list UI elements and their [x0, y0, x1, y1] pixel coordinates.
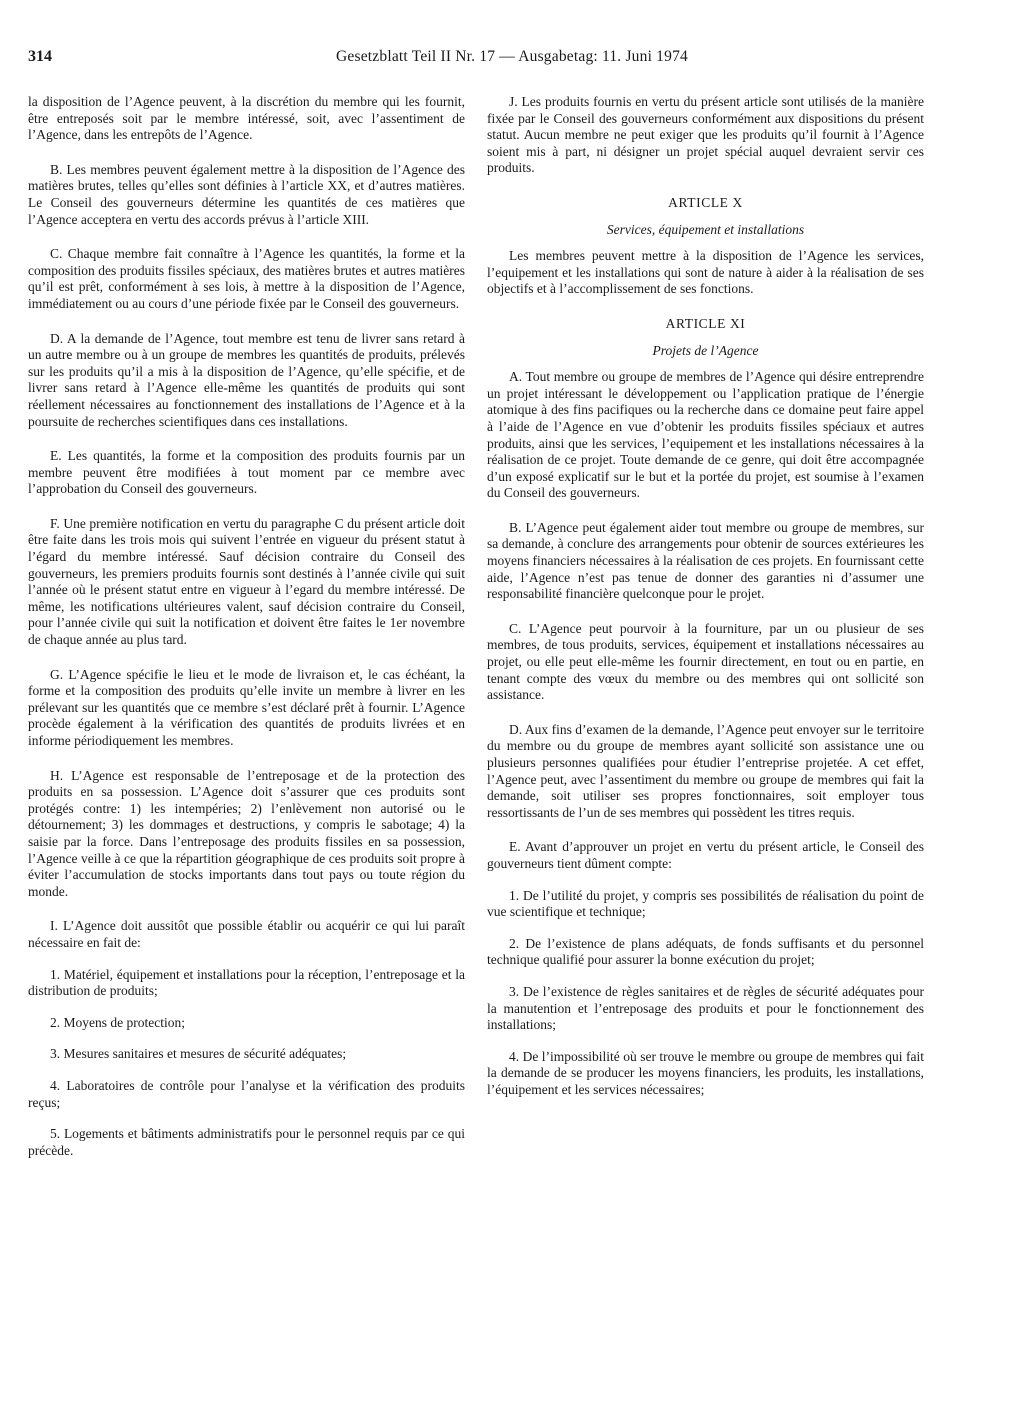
right-column — [487, 94, 924, 1114]
header-title: Gesetzblatt Teil II Nr. 17 — Ausgabetag: 11. Juni 1974 — [336, 48, 688, 65]
list-item-3: 3. Mesures sanitaires et mesures de sécurité adéquates; — [50, 1046, 347, 1062]
criteria-item-1: 1. De l’utilité du projet, y compris ses possibilités de réalisation du point de vue scientifique et technique; — [487, 887, 924, 920]
criteria-item-4: 4. De l’impossibilité où ser trouve le membre ou groupe de membres qui fait la demande de se producer les moyens financiers, les produits, les installations, l’équipement et les services nécessaires; — [487, 1048, 924, 1097]
paragraph-b-right: B. L’Agence peut également aider tout membre ou groupe de membres, sur sa demande, à conclure des arrangements pour obtenir de sources extérieures les moyens financiers nécessaires à la réalisation de ces projets. En fournissant cette aide, l’Agence n’est pas tenue de donner des garanties ni d’assumer une responsabilité financière quelconque pour le projet. — [487, 519, 924, 602]
paragraph-d: D. A la demande de l’Agence, tout membre est tenu de livrer sans retard à un autre membre ou à un groupe de membres les quantités de produits, prélevés sur les produits qu’il a mis à la disposition de l’Agence, qu’elle spécifie, et de livrer sans retard à l’Agence elle-même les quantités de produits qui sont réellement nécessaires au fonctionnement des installations de l’Agence et à la poursuite de recherches scientifiques dans ces installations. — [28, 330, 465, 429]
paragraph-f: F. Une première notification en vertu du paragraphe C du présent article doit être faite dans les trois mois qui suivent l’entrée en vigueur du présent statut à l’égard du membre intéressé. Sauf décision contraire du Conseil des gouverneurs, les premiers produits fournis sont destinés à l’année civile qui suit l’année où le présent statut entre en vigueur à l’egard du membre intéressé. De même, les notifications ultérieures valent, sauf décision contraire du Conseil, pour l’année civile qui suit la notification et doivent être faites le 1er novembre de chaque année au plus tard. — [28, 515, 465, 648]
paragraph-e-right: E. Avant d’approuver un projet en vertu du présent article, le Conseil des gouverneurs tient dûment compte: — [487, 839, 924, 871]
paragraph-c-right: C. L’Agence peut pourvoir à la fourniture, par un ou plusieur de ses membres, de tous produits, services, équipement et installations nécessaires au projet, ou elle peut elle-même les fournir directement, en tout ou en partie, en tenant compte des vœux du membre ou des membres qui ont sollicité son assistance. — [487, 620, 924, 703]
paragraph-c: C. Chaque membre fait connaître à l’Agence les quantités, la forme et la composition des produits fissiles spéciaux, des matières brutes et autres matières qu’il est prêt, conformément à ses lois, à mettre à la disposition de l’Agence, immédiatement ou au cours d’une période fixée par le Conseil des gouverneurs. — [28, 246, 465, 311]
paragraph-continuation: la disposition de l’Agence peuvent, à la discrétion du membre qui les fournit, être entreposés soit par le membre intéressé, soit, avec l’assentiment de l’Agence, dans les entrepôts de l’Agence. — [28, 94, 465, 143]
criteria-item-3: 3. De l’existence de règles sanitaires et de règles de sécurité adéquates pour la manutention et l’entreposage des produits et pour le fonctionnement des installations; — [487, 983, 924, 1033]
article-x-subtitle: Services, équipement et installations — [606, 221, 805, 237]
paragraph-e: E. Les quantités, la forme et la composition des produits fournis par un membre peuvent être modifiées à tout moment par ce membre avec l’approbation du Conseil des gouverneurs. — [28, 448, 465, 497]
page-header — [28, 48, 996, 72]
criteria-item-2: 2. De l’existence de plans adéquats, de fonds suffisants et du personnel technique qualifié pour assurer la bonne exécution du projet; — [487, 935, 924, 968]
list-item-1: 1. Matériel, équipement et installations pour la réception, l’entreposage et la distribution de produits; — [28, 966, 465, 999]
paragraph-h: H. L’Agence est responsable de l’entreposage et de la protection des produits en sa possession. L’Agence doit s’assurer que ces produits sont protégés contre: 1) les intempéries; 2) l’enlèvement non autorisé ou le détournement; 3) les dommages et destructions, y compris le sabotage; 4) la saisie par la force. Dans l’entreposage des produits fissiles en sa possession, l’Agence veille à ce que la répartition géographique de ces produits soit propre à éviter l’accumulation de stocks importants dans tout pays ou toute région du monde. — [28, 767, 465, 899]
paragraph-b: B. Les membres peuvent également mettre à la disposition de l’Agence des matières brutes, telles qu’elles sont définies à l’article XX, et d’autres matières. Le Conseil des gouverneurs détermine les quantités de ces matières que l’Agence acceptera en vertu des accords prévus à l’article XIII. — [28, 161, 465, 227]
left-column — [28, 94, 465, 1174]
article-x-title: ARTICLE X — [668, 194, 743, 210]
paragraph-i: I. L’Agence doit aussitôt que possible établir ou acquérir ce qui lui paraît nécessaire en fait de: — [28, 918, 465, 950]
paragraph-a: A. Tout membre ou groupe de membres de l’Agence qui désire entreprendre un projet intéressant le développement ou l’application pratique de l’énergie atomique à des fins pacifiques ou la recherche dans ce domaine peut faire appel à l’aide de l’Agence en vue d’obtenir les produits fissiles spéciaux et autres produits, ainsi que les services, l’equipement et les installations nécessaires à la réalisation de ce projet. Toute demande de ce genre, qui doit être accompagnée d’un exposé explicatif sur le but et la portée du projet, est soumise à l’examen du Conseil des gouverneurs. — [487, 369, 924, 501]
paragraph-d-right: D. Aux fins d’examen de la demande, l’Agence peut envoyer sur le territoire du membre ou du groupe de membres ayant sollicité son assistance une ou plusieurs personnes qualifiées pour étudier l’entreprise projetée. A cet effet, l’Agence peut, avec l’assentiment du membre ou groupe de membres qui fait la demande, soit utiliser ses propres fonctionnaires, soit employer tous ressortissants de l’un de ses membres qui possèdent les titres requis. — [487, 721, 924, 820]
paragraph-j: J. Les produits fournis en vertu du présent article sont utilisés de la manière fixée par le Conseil des gouverneurs conformément aux dispositions du présent statut. Aucun membre ne peut exiger que les produits qu’il fournit à l’Agence soient mis à part, ni désigner un projet spécial auquel devraient servir ces produits. — [487, 94, 924, 176]
list-item-5: 5. Logements et bâtiments administratifs pour le personnel requis par ce qui précède. — [28, 1126, 465, 1158]
paragraph-g: G. L’Agence spécifie le lieu et le mode de livraison et, le cas échéant, la forme et la composition des produits qu’elle invite un membre à livrer en les prélevant sur les quantités que ce membre s’est déclaré prêt à fournir. L’Agence procède également à la vérification des quantités de produits livrées et en informe périodiquement les membres. — [28, 666, 465, 748]
article-xi-subtitle: Projets de l’Agence — [652, 342, 759, 358]
list-item-2: 2. Moyens de protection; — [50, 1014, 185, 1030]
list-item-4: 4. Laboratoires de contrôle pour l’analyse et la vérification des produits reçus; — [28, 1077, 465, 1110]
page-number: 314 — [28, 48, 52, 65]
article-xi-title: ARTICLE XI — [665, 315, 746, 331]
article-x-text: Les membres peuvent mettre à la disposition de l’Agence les services, l’equipement et les installations qui sont de nature à aider à la réalisation de ses objectifs et à l’accomplissement de ses fonctions. — [487, 248, 924, 297]
